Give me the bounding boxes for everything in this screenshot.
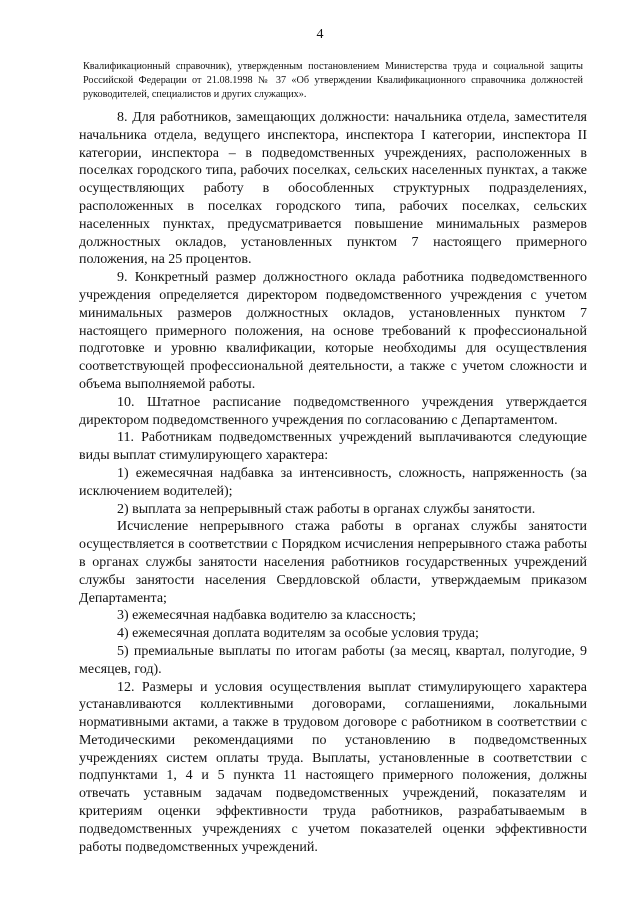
paragraph-11: 11. Работникам подведомственных учреждений выплачиваются следующие виды выплат стимулирующего характера:	[79, 430, 587, 464]
list-item-1: 1) ежемесячная надбавка за интенсивность, сложность, напряженность (за исключением водителей);	[79, 465, 587, 499]
list-item-3: 3) ежемесячная надбавка водителю за классность;	[117, 608, 417, 624]
paragraph-9: 9. Конкретный размер должностного оклада работника подведомственного учреждения определяется директором подведомственного учреждения с учетом минимальных размеров должностных окладов, установленных пунктом 7 настоящего примерного положения, на основе требований к профессиональной подготовке и уровню квалификации, которые необходимы для осуществления соответствующей профессиональной деятельности, а также с учетом сложности и объема выполняемой работы.	[79, 270, 587, 392]
list-item-2: 2) выплата за непрерывный стаж работы в органах службы занятости.	[117, 501, 536, 517]
footnote-continuation: Квалификационный справочник), утвержденным постановлением Министерства труда и социальной защиты Российской Федерации от 21.08.1998 № 37 «Об утверждении Квалификационного справочника должностей руководителей, специалистов и других служащих».	[83, 61, 583, 100]
paragraph-10: 10. Штатное расписание подведомственного учреждения утверждается директором подведомственного учреждения по согласованию с Департаментом.	[79, 394, 587, 428]
page-number: 4	[316, 27, 324, 42]
paragraph-12: 12. Размеры и условия осуществления выплат стимулирующего характера устанавливаются коллективными договорами, соглашениями, локальными нормативными актами, а также в трудовом договоре с работником в соответствии с Методическими рекомендациями по установлению в подведомственных учреждениях систем оплаты труда. Выплаты, установленные в соответствии с подпунктами 1, 4 и 5 пункта 11 настоящего примерного положения, должны отвечать уставным задачам подведомственных учреждений, показателям и критериям оценки эффективности труда работников, разрабатываемым в подведомственных учреждениях с учетом показателей оценки эффективности работы подведомственных учреждений.	[79, 679, 587, 855]
document-body	[79, 109, 587, 856]
list-item-4: 4) ежемесячная доплата водителям за особые условия труда;	[117, 626, 479, 642]
paragraph-8: 8. Для работников, замещающих должности: начальника отдела, заместителя начальника отдела, ведущего инспектора, инспектора I категории, инспектора II категории, инспектора – в подведомственных учреждениях, расположенных в поселках городского типа, рабочих поселках, сельских населенных пунктах, а также осуществляющих работу в обособленных структурных подразделениях, расположенных в поселках городского типа, рабочих поселках, сельских населенных пунктах, предусматривается повышение минимальных размеров должностных окладов, установленных пунктом 7 настоящего примерного положения, на 25 процентов.	[79, 110, 587, 268]
paragraph-stazh: Исчисление непрерывного стажа работы в органах службы занятости осуществляется в соответствии с Порядком исчисления непрерывного стажа работы в органах службы занятости населения работников государственных учреждений службы занятости населения Свердловской области, утверждаемым приказом Департамента;	[79, 519, 587, 606]
list-item-5: 5) премиальные выплаты по итогам работы (за месяц, квартал, полугодие, 9 месяцев, год).	[79, 643, 587, 677]
